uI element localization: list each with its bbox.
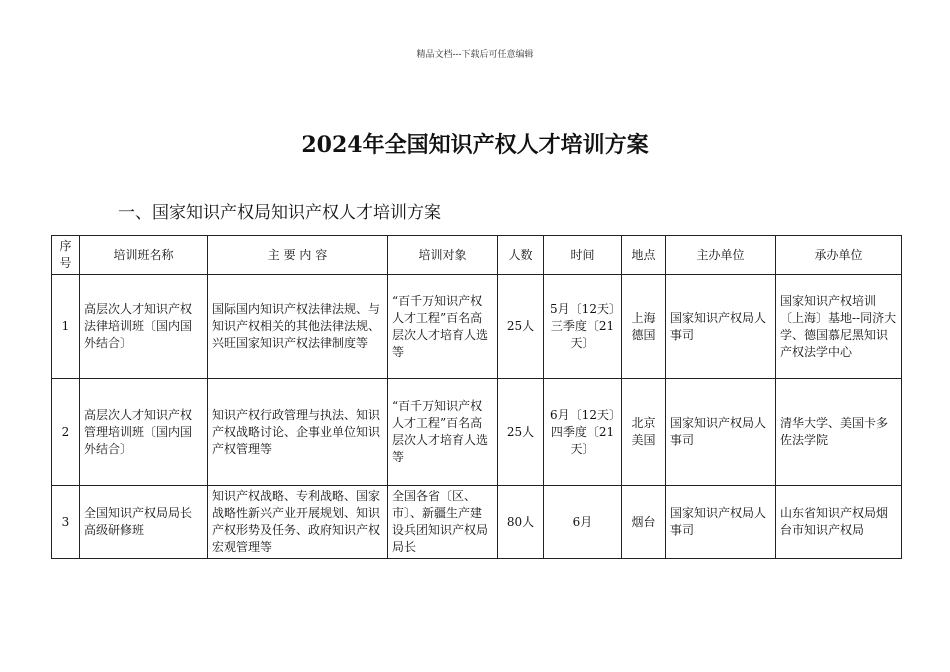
cell-time: 6月〔12天〕四季度〔21天〕 [544,379,622,486]
cell-target: “百千万知识产权人才工程”百名高层次人才培育人选等 [388,275,498,379]
cell-target: 全国各省〔区、市〕、新疆生产建设兵团知识产权局局长 [388,486,498,559]
cell-place: 烟台 [622,486,666,559]
header-name: 培训班名称 [80,236,208,275]
cell-time: 6月 [544,486,622,559]
cell-count: 80人 [498,486,544,559]
cell-host: 国家知识产权局人事司 [666,379,776,486]
table-header-row [52,236,902,275]
cell-content: 国际国内知识产权法律法规、与知识产权相关的其他法律法规、兴旺国家知识产权法律制度等 [208,275,388,379]
cell-name: 全国知识产权局局长高级研修班 [80,486,208,559]
cell-host: 国家知识产权局人事司 [666,486,776,559]
table-row [52,379,902,486]
document-title: 2024年全国知识产权人才培训方案 [301,132,649,158]
header-count: 人数 [498,236,544,275]
header-content: 主 要 内 容 [208,236,388,275]
cell-time: 5月〔12天〕三季度〔21天〕 [544,275,622,379]
header-no: 序号 [52,236,80,275]
header-time: 时间 [544,236,622,275]
cell-name: 高层次人才知识产权法律培训班〔国内国外结合〕 [80,275,208,379]
cell-no: 2 [52,379,80,486]
cell-content: 知识产权战略、专利战略、国家战略性新兴产业开展规划、知识产权形势及任务、政府知识产权宏观管理等 [208,486,388,559]
header-target: 培训对象 [388,236,498,275]
cell-place: 上海德国 [622,275,666,379]
header-host: 主办单位 [666,236,776,275]
cell-count: 25人 [498,275,544,379]
cell-name: 高层次人才知识产权管理培训班〔国内国外结合〕 [80,379,208,486]
cell-no: 1 [52,275,80,379]
cell-place: 北京美国 [622,379,666,486]
cell-no: 3 [52,486,80,559]
cell-content: 知识产权行政管理与执法、知识产权战略讨论、企事业单位知识产权管理等 [208,379,388,486]
cell-organizer: 清华大学、美国卡多佐法学院 [776,379,902,486]
header-note: 精品文档---下载后可任意编辑 [416,50,534,60]
cell-count: 25人 [498,379,544,486]
cell-target: “百千万知识产权人才工程”百名高层次人才培育人选等 [388,379,498,486]
header-place: 地点 [622,236,666,275]
cell-organizer: 山东省知识产权局烟台市知识产权局 [776,486,902,559]
header-organizer: 承办单位 [776,236,902,275]
table-row [52,275,902,379]
cell-organizer: 国家知识产权培训〔上海〕基地--同济大学、德国慕尼黑知识产权法学中心 [776,275,902,379]
training-plan-table [51,235,902,559]
table-row [52,486,902,559]
cell-host: 国家知识产权局人事司 [666,275,776,379]
section-heading: 一、国家知识产权局知识产权人才培训方案 [118,203,441,223]
